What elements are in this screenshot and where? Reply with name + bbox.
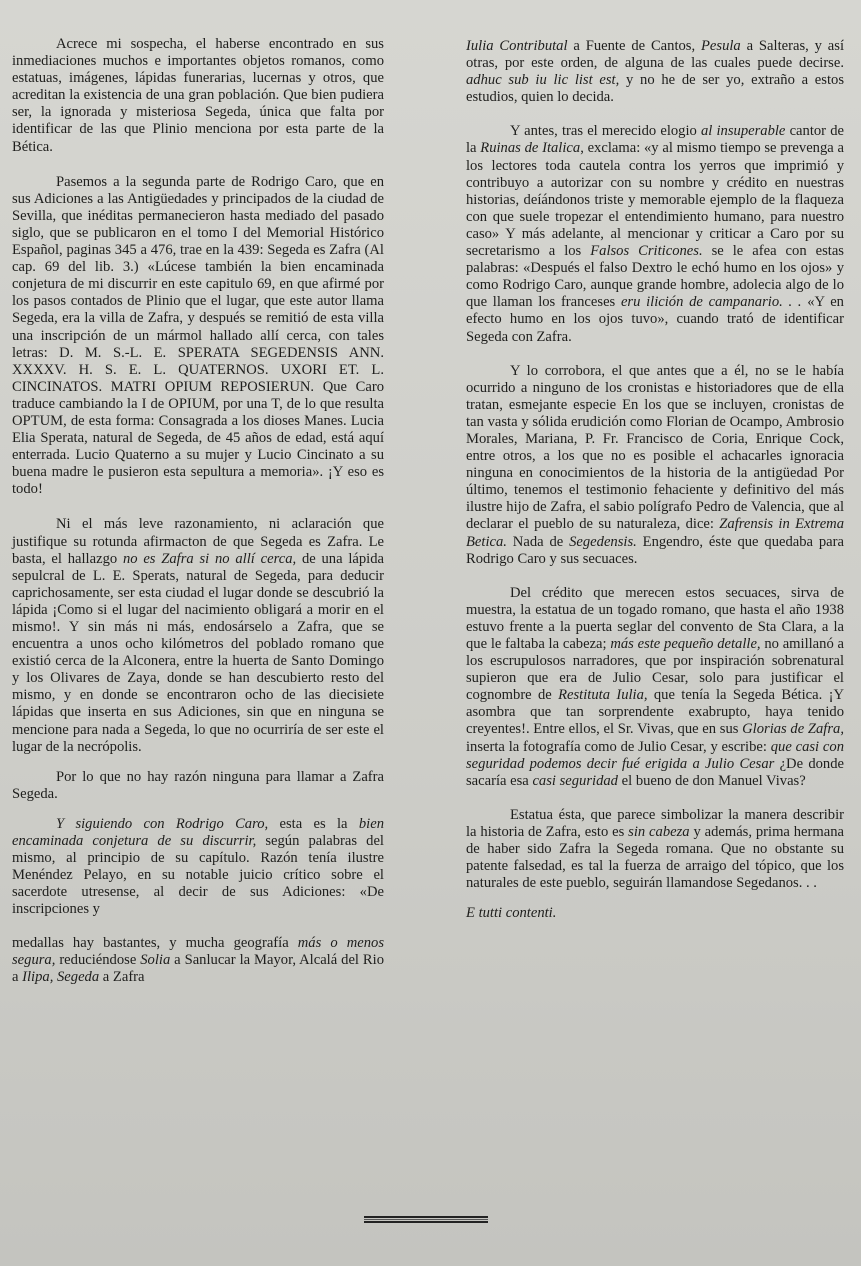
text-run: Nada de [506,533,570,550]
text-run: esta es la [268,815,359,832]
italic-run: Falsos Criticones. [590,243,703,260]
italic-run: Segedensis. [569,533,637,550]
text-run: medallas hay bastantes, y mucha geografía [12,934,298,951]
text-run: a Sanlucar la Mayor, Alcalá del Rio a [12,951,384,985]
text-run: Y lo corrobora, el que antes que a él, no se le había ocurrido a ninguno de los cronistas e historiadores que de ella tratan, esmejante especie En los que se incluyen, cronistas de tan vasta y sólida erudición como Florian de Ocampo, Ambrosio Morales, Mariana, P. Fr. Francisco de Coria, Enrique Cock, entre otros, a los que no es posible el achacarles ignoracia ninguna en conocimientos de la historia de la antigüedad Por último, tenemos el testimonio fehaciente y definitivo del más ilustre hijo de Zafra, el sabio polígrafo Pedro de Valencia, que al declarar el pueblo de su naturaleza, dice: [466,362,844,533]
text-run: inserta la fotografía como de Julio Cesar, y escribe: [466,738,771,755]
text-run: Engendro, éste que quedaba para Rodrigo Caro y sus secuaces. [466,533,844,567]
text-run: , exclama: «y al mismo tiempo se prevenga a los lectores toda cautela contra los yerros que imprimió y contribuyo a autorizar con su nombre y crédito en nuestras historias, deíándonos triste y memorable ejemplo de la flaqueza con que suele tropezar el entendimiento humano, para nuestro caso» Y más adelante, al mencionar y criticar a Caro por su secretarismo a los [466,140,844,260]
left-paragraph-4: Por lo que no hay razón ninguna para llamar a Zafra Segeda. [12,768,384,802]
text-run: a Salteras, y así otras, por este orden, de alguna de las cuales puede decirse. [466,38,844,72]
text-run: de una lápida sepulcral de L. E. Sperats, natural de Segeda, para deducir caprichosamente, ser esta ciudad el lugar donde se descubrió la lápida ¡Como si el lugar del nacimiento obligará a morir en el mismo!. Y sin más ni más, endosárselo a Zafra, que se encuentra a unos ocho kilómetros del poblado romano que existió cerca de la Alconera, entre la huerta de Santo Domingo y los Olivares de Zaya, donde se han descubierto resto del mismo, y en donde se encontraron ocho de las diecisiete lápidas que inserta en sus Adiciones, sin que en ninguna se mencione para nada a Segeda, lo que no ocurriría de ser este el lugar de la necrópolis. [12,550,385,755]
text-run: se le afea con estas palabras: «Después el falso Dextro le echó humo en los ojos» y como Rodrigo Caro, aunque grande hombre, adolecia algo de lo que llaman los franceses [466,243,844,311]
italic-run: Y siguiendo con Rodrigo Caro, [56,815,269,832]
italic-run: no es Zafra si no allí cerca, [122,550,297,567]
italic-run: al insuperable [700,123,786,140]
italic-run: más o menos segura, [12,934,384,968]
text-run: Ni el más leve razonamiento, ni aclaración que justifique su rotunda afirmacton de que Segeda es Zafra. Le basta, el hallazgo [12,516,384,567]
left-paragraph-5 [12,816,384,919]
left-paragraph-1: Acrece mi sospecha, el haberse encontrado en sus inmediaciones muchos e importantes objetos romanos, como estatuas, imágenes, lápidas funerarias, lucernas y otros, que acreditan la existencia de una gran población. Que bien pudiera ser, la ignorada y misteriosa Segeda, única que falta por identificar de las que Plinio menciona por esta parte de la Bética. [12,36,384,155]
right-paragraph-4 [466,585,844,790]
right-paragraph-2 [466,123,844,345]
right-paragraph-5 [466,807,844,892]
italic-run: adhuc sub iu lic list est, [466,72,620,89]
text-run: Del crédito que merecen estos secuaces, sirva de muestra, la estatua de un togado romano, que hasta el año 1938 estuvo frente a la puerta seglar del convento de Sta Clara, a la que le faltaba la cabeza; [466,584,844,652]
text-run: y además, prima hermana de haber sido Zafra la Segeda romana. Que no obstante su patente falsedad, es tal la fuerza de arraigo del tópico, que los naturales de este pueblo, seguirán llamandose Segedanos. . . [466,823,845,892]
italic-run: Zafrensis in Extrema Betica. [466,516,845,550]
italic-run: eru ilición de campanario. . . [620,294,802,311]
left-column [12,36,384,986]
italic-run: casi seguridad [532,772,618,789]
text-run: «Y en efecto humo en los ojos tuvo», cuando trató de identificar Segeda con Zafra. [466,294,844,345]
closing-line [466,905,844,922]
italic-run: bien encaminada conjetura de su discurrir, [12,815,384,850]
italic-run: más este pequeño detalle, [610,636,761,652]
text-run: Estatua ésta, que parece simbolizar la manera describir la historia de Zafra, esto es [466,806,844,840]
text-run: que tenía la Segeda Bética. ¡Y asombra que tan sorprendente exabrupto, haya tenido creyentes!. Entre ellos, el Sr. Vivas, que en sus [466,687,844,738]
italic-run: sin cabeza [628,823,690,840]
italic-run: Pesula [701,38,741,54]
text-run: el bueno de don Manuel Vivas? [617,772,806,789]
left-paragraph-2: Pasemos a la segunda parte de Rodrigo Caro, que en sus Adiciones a las Antigüedades y principados de la ciudad de Sevilla, que inéditas permanecieron hasta mediado del pasado siglo, que se publicaron en el tomo I del Memorial Histórico Español, paginas 345 a 476, trae en la 439: Segeda es Zafra (Al cap. 69 del lib. 3.) «Lúcese también la bien encaminada conjetura de mi discurrir en este capitulo 69, en que afirmé por los pasos contados de Plinio que el lugar, que este autor llama Segeda, era la villa de Zafra, y después se remitió de esta villa una inscripción de un mármol hallado allí cerca, con tales letras: D. M. S.-L. E. SPERATA SEGEDENSIS ANN. XXXXV. H. S. E. L. QUATERNOS. UXORI ET. L. CINCINATOS. MATRI OPIUM REPOSIERUN. Que Caro traduce cambiando la I de OPIUM, por una T, de lo que resulta OPTUM, de esta forma: Consagrada a los dioses Manes. Lucia Elia Sperata, natural de Segeda, de 45 años de edad, está aquí enterrada. Lucio Quaterno a su mujer y Lucio Cincinato a su buena madre le pusieron esta sepultura a memoria». ¡Y eso es todo! [12,173,384,498]
right-column [466,38,844,935]
text-run: a Zafra [99,968,145,985]
italic-run: Restituta Iulia, [558,687,648,704]
text-run: cantor de la [466,123,844,157]
italic-run: Ruinas de Italica [480,140,581,157]
text-run: ¿De donde sacaría esa [466,755,844,789]
italic-run: Solia [140,951,171,968]
italic-run: Iulia Contributal [466,38,568,54]
text-run: y no he de ser yo, extraño a estos estudios, quien lo decida. [466,72,844,106]
text-run: a Fuente de Cantos, [567,38,701,54]
text-run: no amillanó a los escrupulosos narradores, que por inspiración sobrenatural supieron que era de Julio Cesar, solo para justificar el cognombre de [466,636,844,704]
left-paragraph-6 [12,935,384,986]
italic-run: Glorias de Zafra, [742,721,844,738]
italic-run: Ilipa, Segeda [22,968,100,985]
right-paragraph-1 [466,38,844,106]
italic-run: que casi con seguridad podemos decir fué erigida a Julio Cesar [466,738,844,772]
right-paragraph-3 [466,363,844,568]
left-paragraph-3 [12,516,384,755]
text-run: según palabras del mismo, al principio de su capítulo. Razón tenía ilustre Menéndez Pelayo, en su notable juicio crítico sobre el sacerdote utresense, al decir de sus Adiciones: «De inscripciones y [12,833,384,918]
text-run: reduciéndose [55,951,141,968]
text-run: Y antes, tras el merecido elogio [510,123,701,140]
italic-run: E tutti contenti. [466,905,557,922]
footer-divider [364,1216,488,1223]
